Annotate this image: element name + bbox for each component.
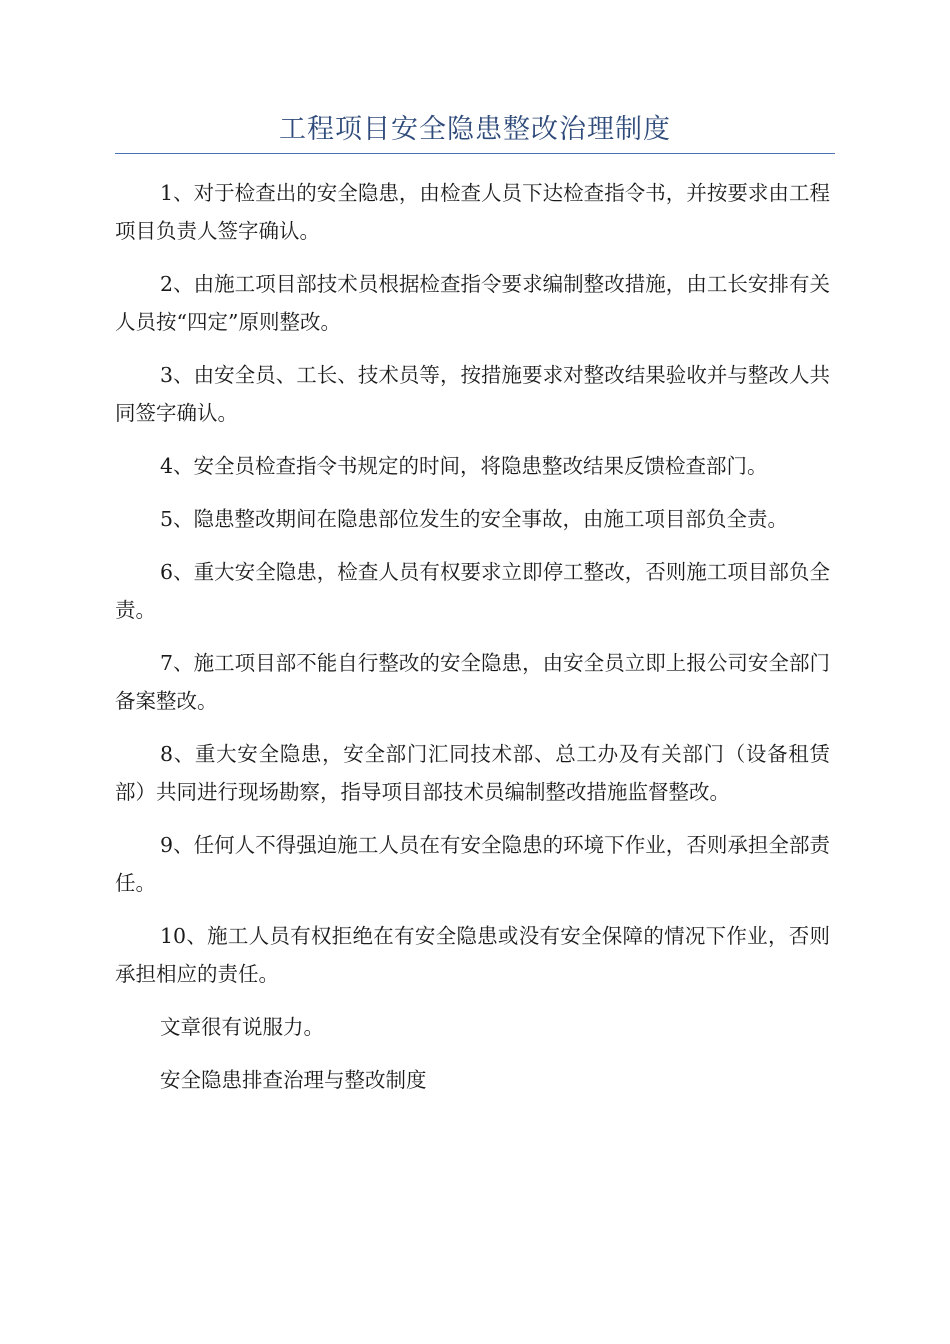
document-title: 工程项目安全隐患整改治理制度 [279,114,671,145]
paragraph-9: 9、任何人不得强迫施工人员在有安全隐患的环境下作业，否则承担全部责任。 [115,833,830,895]
paragraph-7: 7、施工项目部不能自行整改的安全隐患，由安全员立即上报公司安全部门备案整改。 [115,651,830,713]
paragraph-4: 4、安全员检查指令书规定的时间，将隐患整改结果反馈检查部门。 [160,454,768,478]
paragraph-comment: 文章很有说服力。 [160,1015,324,1039]
paragraph-8: 8、重大安全隐患，安全部门汇同技术部、总工办及有关部门（设备租赁部）共同进行现场勘察，指导项目部技术员编制整改措施监督整改。 [115,742,830,804]
paragraph-next-heading: 安全隐患排查治理与整改制度 [160,1068,427,1092]
paragraph-3: 3、由安全员、工长、技术员等，按措施要求对整改结果验收并与整改人共同签字确认。 [115,363,830,425]
title-underline [115,153,835,154]
paragraph-6: 6、重大安全隐患，检查人员有权要求立即停工整改，否则施工项目部负全责。 [115,560,830,622]
paragraph-10: 10、施工人员有权拒绝在有安全隐患或没有安全保障的情况下作业，否则承担相应的责任。 [115,924,830,986]
paragraph-1: 1、对于检查出的安全隐患，由检查人员下达检查指令书，并按要求由工程项目负责人签字确认。 [115,181,830,243]
document-body [115,174,830,1114]
paragraph-2: 2、由施工项目部技术员根据检查指令要求编制整改措施，由工长安排有关人员按“四定”原则整改。 [115,272,830,334]
paragraph-5: 5、隐患整改期间在隐患部位发生的安全事故，由施工项目部负全责。 [160,507,789,531]
